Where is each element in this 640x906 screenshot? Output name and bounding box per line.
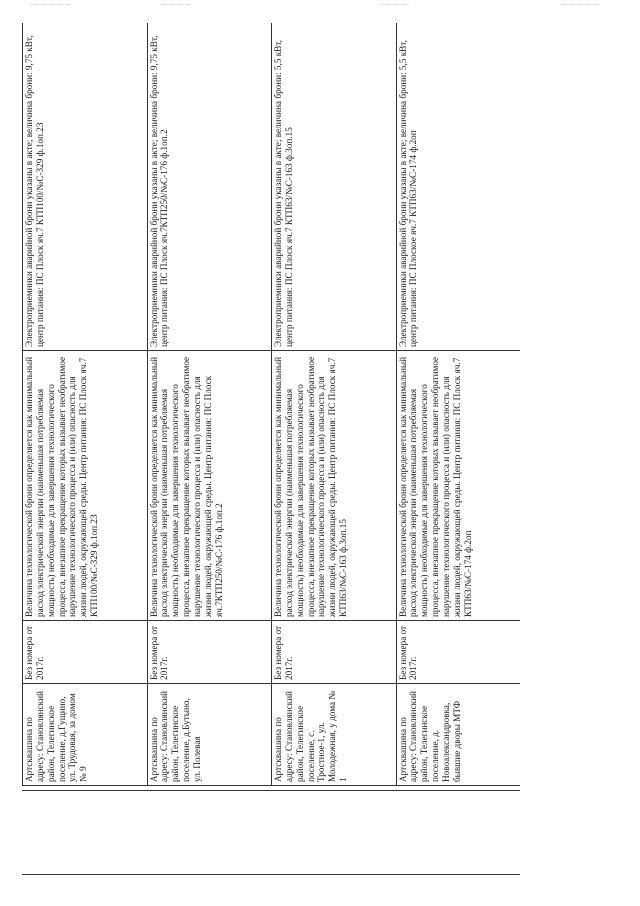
address-cell: Артсквашина по адресу: Становлянский район, Телегинское поселение, с. Тростное-1, ул. Молодежная, у дома № 1 [272, 684, 397, 786]
document-cell: Без номера от 2017г. [272, 621, 397, 684]
description-cell: Величина технологической брони определяется как минимальный расход электрической энергии (наименьшая потребляемая мощность) необходимые для завершения технологического процесса, внезапное прекращение которых вызывает необратимое нарушение технологического процесса и (или) опасность для жизни людей, окружающей среды. Центр питания: ПС Плоск яч.7 КТП100/№С-329 ф.1оп.23 [23, 351, 148, 621]
address-cell: Артсквашина по адресу: Становлянский район, Телегинское поселение, д. Новоалександровка, бывшие дворы МТФ [396, 684, 520, 786]
scan-artifact-line [560, 4, 600, 5]
emergency-reserve-cell: Электроприемники аварийной брони указаны в акте; величина брони: 9,75 кВт, центр питания: ПС Плоск яч.7 КТП100/№С-329 ф.1оп.23 [23, 23, 148, 351]
address-cell: Артсквашина по адресу: Становлянский район, Телегинское поселение, д.Гущино, ул. Трудовая, за домом № 9 [23, 684, 148, 786]
document-cell: Без номера от 2017г. [23, 621, 148, 684]
table-row [396, 23, 520, 786]
document-cell: Без номера от 2017г. [147, 621, 272, 684]
description-cell: Величина технологической брони определяется как минимальный расход электрической энергии (наименьшая потребляемая мощность) необходимые для завершения технологического процесса, внезапное прекращение которых вызывает необратимое нарушение технологического процесса и (или) опасность для жизни людей, окружающей среды. Центр питания: ПС Плоск яч.7 КТП63/№С-174 ф.2оп [396, 351, 520, 621]
scan-artifact-line [380, 4, 410, 5]
power-reserve-table [22, 23, 520, 786]
table-row [23, 23, 148, 786]
document-cell: Без номера от 2017г. [396, 621, 520, 684]
scan-artifact-line [160, 4, 190, 5]
scan-artifact-line [30, 4, 70, 5]
address-cell: Артсквашина по адресу: Становлянский район, Телегинское поселение, д.Бутыно, ул. Полевая [147, 684, 272, 786]
rotated-page-area [22, 23, 520, 786]
separator-line [22, 790, 520, 791]
emergency-reserve-cell: Электроприемники аварийной брони указаны в акте; величина брони: 9,75 кВт, центр питания: ПС Плоск яч.7КТП250/№С-176 ф.1оп.2 [147, 23, 272, 351]
description-cell: Величина технологической брони определяется как минимальный расход электрической энергии (наименьшая потребляемая мощность) необходимые для завершения технологического процесса, внезапное прекращение которых вызывает необратимое нарушение технологического процесса и (или) опасность для жизни людей, окружающей среды. Центр питания: ПС Плоск яч.7КТП250/№С-176 ф.1оп.2 [147, 351, 272, 621]
table-row [147, 23, 272, 786]
description-cell: Величина технологической брони определяется как минимальный расход электрической энергии (наименьшая потребляемая мощность) необходимые для завершения технологического процесса, внезапное прекращение которых вызывает необратимое нарушение технологического процесса и (или) опасность для жизни людей, окружающей среды. Центр питания: ПС Плоск яч.7 КТП63/№С-163 ф.3оп.15 [272, 351, 397, 621]
rotated-table-container [22, 23, 520, 786]
separator-line [22, 874, 520, 875]
emergency-reserve-cell: Электроприемники аварийной брони указаны в акте; величина брони: 5,5 кВт, центр питания: ПС Плоск яч.7 КТП63/№С-163 ф.3оп.15 [272, 23, 397, 351]
emergency-reserve-cell: Электроприемники аварийной брони указаны в акте; величина брони: 5,5 кВт, центр питания: ПС Плоское яч.7 КТП63/№С-174 ф.2оп [396, 23, 520, 351]
table-row [272, 23, 397, 786]
